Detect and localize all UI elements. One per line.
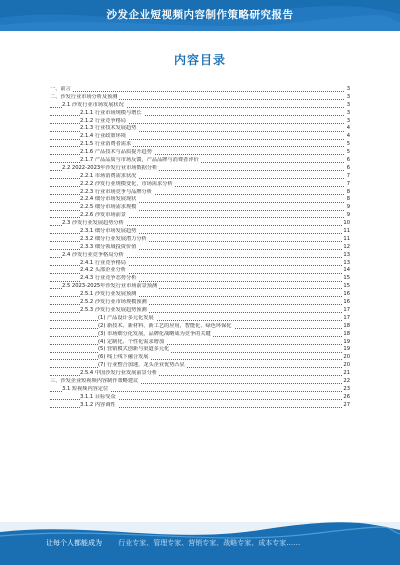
toc-entry[interactable] (50, 402, 350, 410)
toc-entry-page: 11 (343, 235, 350, 242)
toc-entry-label: 2.4.1 行业竞争格局 (80, 259, 126, 266)
toc-entry-page: 3 (346, 117, 350, 124)
toc-entry-page: 15 (343, 283, 350, 290)
footer-tagline (46, 538, 300, 548)
toc-entry-label: (1) 产品设计多元化发展 (98, 314, 154, 321)
toc-entry[interactable] (50, 354, 350, 362)
toc-entry[interactable] (50, 275, 350, 283)
toc-entry-page: 18 (343, 322, 350, 329)
toc-entry[interactable] (50, 323, 350, 331)
toc-entry-page: 18 (343, 330, 350, 337)
toc-entry-label: 3.1.2 内容调性 (80, 401, 116, 408)
toc-entry[interactable] (50, 394, 350, 402)
toc-entry-page: 26 (343, 393, 350, 400)
toc-entry-label: (5) 营销模式创新与渠道多元化 (98, 346, 170, 353)
toc-entry[interactable] (50, 133, 350, 141)
toc-entry[interactable] (50, 141, 350, 149)
toc-entry-page: 14 (343, 267, 350, 274)
toc-entry-label: 二、沙发行业市场分析及预测 (50, 93, 118, 100)
toc-entry-page: 20 (343, 362, 350, 369)
header-banner (0, 0, 400, 31)
toc-entry-label: 2.5 2023-2025年沙发行业市场前景预测 (62, 283, 158, 290)
toc-entry-page: 20 (343, 354, 350, 361)
toc-entry[interactable] (50, 386, 350, 394)
toc-entry-label: 一、前言 (50, 86, 71, 92)
footer-roles: 行业专家、管理专家、营销专家、战略专家、成本专家…… (118, 539, 301, 547)
toc-entry-label: 2.5.3 沙发行业发展趋势预测 (80, 306, 147, 313)
toc-leader-dots (50, 359, 344, 360)
toc-entry[interactable] (50, 291, 350, 299)
toc-entry-label: 3.1 短视频内容定位 (62, 385, 109, 392)
toc-entry-label: (7) 行业整合加速，龙头企业优势凸显 (98, 362, 185, 369)
toc-entry[interactable] (50, 212, 350, 220)
toc-entry[interactable] (50, 86, 350, 94)
toc-entry-page: 15 (343, 275, 350, 282)
toc-entry[interactable] (50, 339, 350, 347)
toc-entry-page: 19 (343, 346, 350, 353)
toc-entry-page: 21 (343, 370, 350, 377)
toc-entry-label: 2.4 沙发行业竞争格局分析 (62, 251, 124, 258)
toc-entry[interactable] (50, 378, 350, 386)
toc-entry[interactable] (50, 173, 350, 181)
toc-heading: 内容目录 (173, 53, 226, 67)
toc-entry-page: 17 (343, 314, 350, 321)
toc-entry[interactable] (50, 244, 350, 252)
toc-entry-label: 2.2.3 行业市场竞争与品牌分析 (80, 188, 152, 195)
toc-entry-label: 2.2.6 沙发市场前景 (80, 212, 126, 219)
toc-entry-page: 7 (346, 180, 350, 187)
toc-entry[interactable] (50, 346, 350, 354)
toc-entry[interactable] (50, 307, 350, 315)
toc-entry-page: 5 (346, 149, 350, 156)
toc-entry[interactable] (50, 267, 350, 275)
toc-entry-label: 2.5.1 沙发行业发展预测 (80, 291, 137, 298)
toc-entry[interactable] (50, 196, 350, 204)
toc-entry-label: 2.1.5 行业消费者需求 (80, 141, 132, 148)
footer-slogan: 让每个人都能成为 (46, 539, 102, 547)
toc-entry-page: 6 (346, 164, 350, 171)
toc-entry-page: 13 (343, 259, 350, 266)
toc-leader-dots (50, 344, 344, 345)
toc-entry[interactable] (50, 299, 350, 307)
toc-entry-page: 10 (343, 220, 350, 227)
toc-entry-page: 22 (343, 377, 350, 384)
toc-entry-label: (4) 定制化、个性化需求增加 (98, 338, 165, 345)
toc-leader-dots (50, 367, 344, 368)
toc-entry-label: 2.1.7 产品品质与市场反馈，产品品牌与消费者评价 (80, 157, 199, 164)
table-of-contents (50, 86, 350, 410)
toc-entry[interactable] (50, 228, 350, 236)
toc-entry-label: 2.3 沙发行业发展趋势分析 (62, 220, 124, 227)
toc-entry-page: 8 (346, 188, 350, 195)
toc-entry-label: (2) 新技术、新材料、新工艺的应用，智能化、绿色环保化 (98, 322, 232, 329)
toc-entry-label: 2.2.2 沙发行业规模变化，市场需求分析 (80, 180, 173, 187)
toc-entry-label: 2.1.3 行业技术发展趋势 (80, 125, 137, 132)
toc-entry-page: 9 (346, 212, 350, 219)
toc-entry-label: 2.1.4 行业政策环境 (80, 133, 126, 140)
toc-entry-page: 13 (343, 251, 350, 258)
toc-entry-label: 2.5.4 中国沙发行业发展前景分析 (80, 370, 158, 377)
toc-entry-label: 2.2.1 市场消费需求状况 (80, 172, 137, 179)
toc-entry-label: 2.1 沙发行业市场发展状况 (62, 101, 124, 108)
toc-entry[interactable] (50, 165, 350, 173)
toc-entry-label: 2.2 2022-2023年沙发行业市场数据分析 (62, 164, 158, 171)
toc-entry[interactable] (50, 220, 350, 228)
toc-entry-page: 7 (346, 172, 350, 179)
toc-entry-label: 三、沙发企业短视频内容制作策略建议 (50, 377, 139, 384)
toc-entry-label: (3) 市场细分化发展，品牌化战略成为竞争的关键 (98, 330, 211, 337)
toc-entry-label: 2.5.2 沙发行业市场规模预测 (80, 299, 147, 306)
toc-entry-page: 16 (343, 299, 350, 306)
toc-entry-page: 3 (346, 109, 350, 116)
report-title: 沙发企业短视频内容制作策略研究报告 (106, 9, 294, 21)
toc-entry[interactable] (50, 181, 350, 189)
toc-leader-dots (50, 91, 344, 92)
toc-entry-label: 2.1.6 产品技术与品质提升趋势 (80, 149, 152, 156)
toc-entry[interactable] (50, 189, 350, 197)
toc-entry[interactable] (50, 236, 350, 244)
toc-leader-dots (50, 320, 344, 321)
toc-entry-page: 3 (346, 101, 350, 108)
toc-entry-page: 17 (343, 306, 350, 313)
toc-entry-page: 9 (346, 204, 350, 211)
toc-entry-label: 2.4.3 行业竞争态势分析 (80, 275, 137, 282)
toc-entry[interactable] (50, 204, 350, 212)
toc-entry-page: 8 (346, 196, 350, 203)
toc-entry-page: 6 (346, 157, 350, 164)
toc-entry-page: 3 (346, 86, 350, 92)
toc-entry[interactable] (50, 252, 350, 260)
toc-entry-label: 2.3.2 细分行业发展潜力分析 (80, 235, 147, 242)
toc-entry-label: 2.4.2 头部企业分析 (80, 267, 126, 274)
toc-entry[interactable] (50, 149, 350, 157)
toc-entry-page: 11 (343, 228, 350, 235)
toc-entry-page: 3 (346, 93, 350, 100)
toc-entry-page: 5 (346, 141, 350, 148)
toc-entry[interactable] (50, 362, 350, 370)
toc-entry[interactable] (50, 260, 350, 268)
toc-entry-label: 2.3.1 细分市场发展趋势 (80, 228, 137, 235)
toc-entry[interactable] (50, 315, 350, 323)
toc-leader-dots (50, 352, 344, 353)
toc-entry-label: 2.2.4 细分市场发展现状 (80, 196, 137, 203)
toc-entry-label: 2.1.1 行业市场规模与增长 (80, 109, 142, 116)
toc-entry-label: 2.3.3 细分领域投资价值 (80, 243, 137, 250)
footer-banner (0, 522, 400, 565)
toc-entry[interactable] (50, 331, 350, 339)
toc-entry[interactable] (50, 94, 350, 102)
toc-entry-page: 12 (343, 243, 350, 250)
toc-entry[interactable] (50, 125, 350, 133)
toc-entry-page: 27 (343, 401, 350, 408)
toc-entry-label: 3.1.1 目标受众 (80, 393, 116, 400)
toc-entry[interactable] (50, 118, 350, 126)
toc-entry-page: 4 (346, 133, 350, 140)
toc-entry[interactable] (50, 110, 350, 118)
toc-entry[interactable] (50, 370, 350, 378)
toc-entry[interactable] (50, 157, 350, 165)
toc-entry-page: 4 (346, 125, 350, 132)
toc-entry-page: 19 (343, 338, 350, 345)
toc-entry-page: 16 (343, 291, 350, 298)
toc-entry-label: 2.2.5 细分市场需求规模 (80, 204, 137, 211)
toc-entry-page: 23 (343, 385, 350, 392)
toc-entry[interactable] (50, 283, 350, 291)
toc-entry-label: (6) 线上线下融合发展 (98, 354, 149, 361)
toc-entry[interactable] (50, 102, 350, 110)
toc-entry-label: 2.1.2 行业竞争格局 (80, 117, 126, 124)
